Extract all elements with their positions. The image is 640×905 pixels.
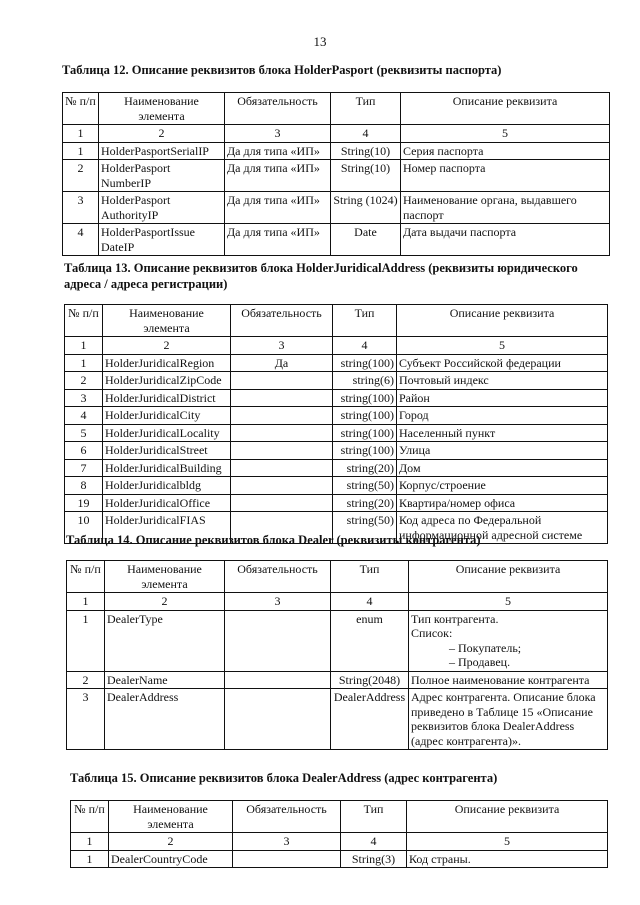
row-number: 1 [65,354,103,372]
requirement [231,372,333,390]
description: Почтовый индекс [397,372,608,390]
requirement [225,689,331,750]
data-type: String(10) [331,142,401,160]
element-name: HolderJuridicalOffice [103,494,231,512]
requirement [231,407,333,425]
header-cell: Тип [333,305,397,337]
table-14 [66,560,608,750]
description-line: Тип контрагента. [411,611,499,626]
column-number: 2 [109,833,233,851]
description: Код адреса по Федеральной информационной адресной системе [397,512,608,544]
requirement [231,494,333,512]
requirement [225,671,331,689]
row-number: 6 [65,442,103,460]
page-number: 13 [313,34,327,49]
element-name: HolderJuridicalRegion [103,354,231,372]
description-line: Список: [411,626,453,640]
header-cell: Обязательность [225,93,331,125]
column-number: 2 [105,593,225,611]
column-number: 1 [71,833,109,851]
column-number: 1 [63,125,99,143]
element-name: HolderPasportIssue DateIP [99,224,225,256]
element-name: DealerName [105,671,225,689]
description: Улица [397,442,608,460]
element-name: HolderJuridicalStreet [103,442,231,460]
row-number: 2 [67,671,105,689]
column-number: 5 [397,337,608,355]
table-15 [70,800,608,868]
table-row [65,372,608,390]
row-number: 1 [71,850,109,868]
table-14-caption: Таблица 14. Описание реквизитов блока Dealer (реквизиты контрагента) [66,533,481,547]
header-cell: № п/п [67,561,105,593]
header-cell: № п/п [65,305,103,337]
description: Дата выдачи паспорта [401,224,610,256]
table-row [65,494,608,512]
header-cell: № п/п [71,801,109,833]
header-cell: Описание реквизита [409,561,608,593]
element-name: HolderPasport AuthorityIP [99,192,225,224]
requirement [231,424,333,442]
requirement: Да для типа «ИП» [225,192,331,224]
requirement [231,389,333,407]
option-item: – Покупатель; [449,641,605,656]
column-number: 3 [231,337,333,355]
column-number-row [71,833,608,851]
data-type: String(2048) [331,671,409,689]
data-type: string(50) [333,512,397,544]
data-type: enum [331,610,409,671]
table-row [71,850,608,868]
row-number: 4 [63,224,99,256]
data-type: string(100) [333,442,397,460]
requirement [225,610,331,671]
row-number: 1 [63,142,99,160]
row-number: 8 [65,477,103,495]
table-row [65,477,608,495]
column-number: 5 [409,593,608,611]
column-number: 5 [401,125,610,143]
table-row [65,407,608,425]
column-number: 1 [65,337,103,355]
data-type: String(10) [331,160,401,192]
data-type: string(50) [333,477,397,495]
header-cell: Наименование элемента [99,93,225,125]
element-name: HolderJuridicalDistrict [103,389,231,407]
table-row [63,224,610,256]
row-number: 2 [63,160,99,192]
header-cell: Тип [331,93,401,125]
row-number: 10 [65,512,103,544]
column-number: 1 [67,593,105,611]
column-number-row [63,125,610,143]
row-number: 19 [65,494,103,512]
description: Город [397,407,608,425]
description [409,610,608,671]
header-cell: Тип [331,561,409,593]
data-type: string(6) [333,372,397,390]
data-type: string(100) [333,407,397,425]
data-type: string(100) [333,389,397,407]
row-number: 7 [65,459,103,477]
description: Дом [397,459,608,477]
option-item: – Продавец. [449,655,605,670]
column-number: 4 [331,593,409,611]
description: Код страны. [407,850,608,868]
table-12-caption: Таблица 12. Описание реквизитов блока HolderPasport (реквизиты паспорта) [62,63,502,77]
header-cell: Описание реквизита [401,93,610,125]
element-name: HolderJuridicalBuilding [103,459,231,477]
requirement [231,459,333,477]
table-row [65,459,608,477]
row-number: 4 [65,407,103,425]
row-number: 3 [65,389,103,407]
table-header-row [65,305,608,337]
table-row [67,689,608,750]
header-cell: Наименование элемента [105,561,225,593]
element-name: DealerType [105,610,225,671]
description: Номер паспорта [401,160,610,192]
data-type: string(100) [333,424,397,442]
column-number: 5 [407,833,608,851]
element-name: DealerAddress [105,689,225,750]
table-header-row [71,801,608,833]
requirement [233,850,341,868]
column-number: 2 [103,337,231,355]
description: Населенный пункт [397,424,608,442]
table-header-row [63,93,610,125]
element-name: HolderJuridicalbldg [103,477,231,495]
table-12 [62,92,610,256]
table-row [63,142,610,160]
description: Наименование органа, выдавшего паспорт [401,192,610,224]
element-name: HolderJuridicalCity [103,407,231,425]
table-header-row [67,561,608,593]
header-cell: Наименование элемента [109,801,233,833]
table-13 [64,304,608,544]
header-cell: Описание реквизита [397,305,608,337]
data-type: String(3) [341,850,407,868]
row-number: 2 [65,372,103,390]
table-row [65,389,608,407]
description: Полное наименование контрагента [409,671,608,689]
header-cell: Тип [341,801,407,833]
table-row [65,424,608,442]
data-type: string(100) [333,354,397,372]
row-number: 3 [63,192,99,224]
column-number: 3 [225,125,331,143]
table-row [65,442,608,460]
header-cell: Обязательность [233,801,341,833]
data-type: Date [331,224,401,256]
column-number: 4 [333,337,397,355]
description: Серия паспорта [401,142,610,160]
requirement: Да для типа «ИП» [225,142,331,160]
description: Адрес контрагента. Описание блока приведено в Таблице 15 «Описание реквизитов блока DealerAddress (адрес контрагента)». [409,689,608,750]
element-name: HolderJuridicalFIAS [103,512,231,544]
header-cell: № п/п [63,93,99,125]
data-type: string(20) [333,459,397,477]
data-type: DealerAddress [331,689,409,750]
element-name: HolderPasportSerialIP [99,142,225,160]
row-number: 5 [65,424,103,442]
column-number-row [65,337,608,355]
element-name: HolderPasport NumberIP [99,160,225,192]
description: Район [397,389,608,407]
table-13-caption: Таблица 13. Описание реквизитов блока HolderJuridicalAddress (реквизиты юридического адреса / адреса регистрации) [64,261,578,291]
element-name: DealerCountryCode [109,850,233,868]
requirement [231,477,333,495]
data-type: String (1024) [331,192,401,224]
description: Квартира/номер офиса [397,494,608,512]
column-number: 4 [341,833,407,851]
header-cell: Наименование элемента [103,305,231,337]
requirement [231,442,333,460]
row-number: 1 [67,610,105,671]
column-number: 2 [99,125,225,143]
column-number: 3 [225,593,331,611]
header-cell: Обязательность [231,305,333,337]
element-name: HolderJuridicalZipCode [103,372,231,390]
element-name: HolderJuridicalLocality [103,424,231,442]
table-15-caption: Таблица 15. Описание реквизитов блока DealerAddress (адрес контрагента) [70,771,498,785]
table-row [67,671,608,689]
column-number: 4 [331,125,401,143]
requirement: Да для типа «ИП» [225,160,331,192]
description: Корпус/строение [397,477,608,495]
option-list [411,641,605,670]
table-row [67,610,608,671]
header-cell: Обязательность [225,561,331,593]
requirement: Да [231,354,333,372]
table-row [63,160,610,192]
requirement: Да для типа «ИП» [225,224,331,256]
description: Субъект Российской федерации [397,354,608,372]
row-number: 3 [67,689,105,750]
data-type: string(20) [333,494,397,512]
table-row [65,354,608,372]
column-number-row [67,593,608,611]
table-row [63,192,610,224]
header-cell: Описание реквизита [407,801,608,833]
column-number: 3 [233,833,341,851]
